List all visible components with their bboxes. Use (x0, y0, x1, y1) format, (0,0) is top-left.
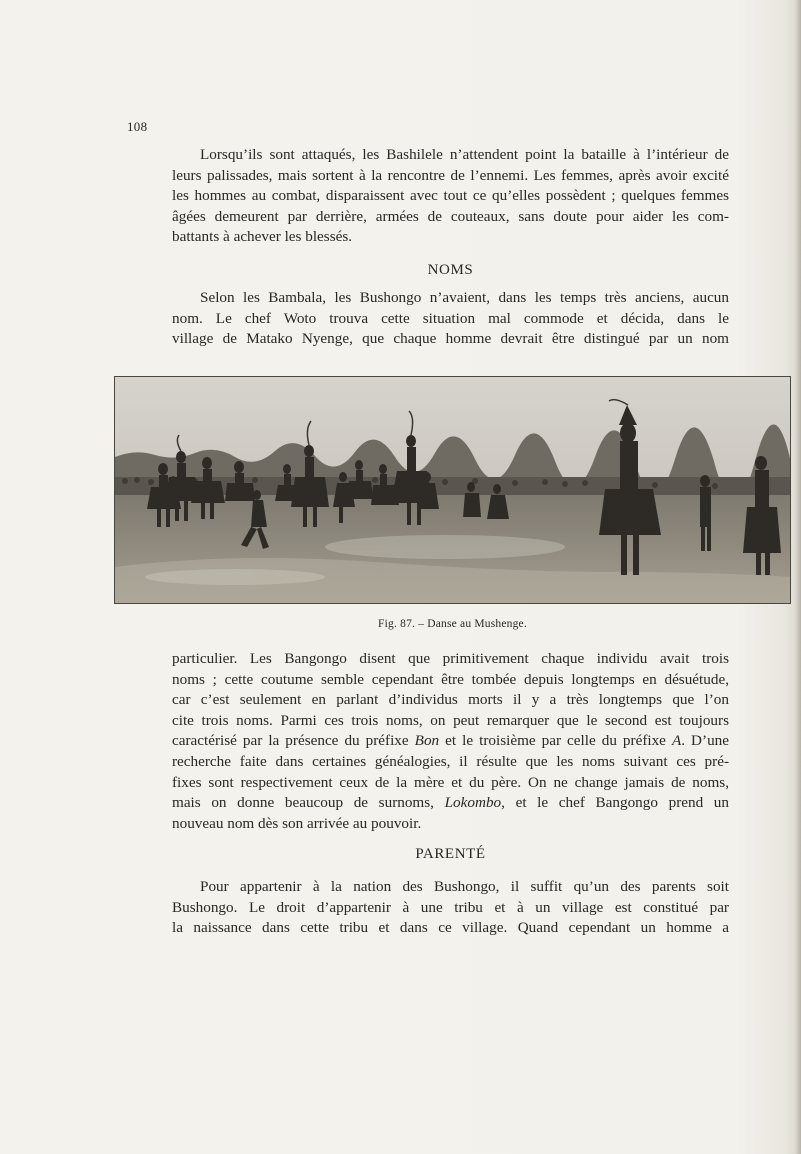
parente-paragraph (172, 877, 729, 939)
text-line: fixes sont respectivement ceux de la mère et du père. On ne change jamais de noms, (172, 773, 729, 791)
text-line: battants à achever les blessés. (172, 228, 353, 246)
italic-prefix-a: A (671, 732, 682, 750)
text-line: les hommes au combat, disparaissent avec tout ce qu’elles possèdent ; quelques femmes (172, 187, 729, 205)
italic-prefix-bon: Bon (414, 732, 440, 750)
continuation-paragraph (172, 649, 729, 834)
photograph-dance-icon (115, 377, 791, 604)
text-line: la naissance dans cette tribu et dans ce village. Quand cependant un homme a (172, 919, 729, 937)
text-line: recherche faite dans certaines généalogies, il résulte que les noms suivant ces pré- (172, 752, 729, 770)
text-line: leurs palissades, mais sortent à la rencontre de l’ennemi. Les femmes, après avoir excité (172, 166, 729, 184)
text-line: Lorsqu’ils sont attaqués, les Bashilele n’attendent point la bataille à l’intérieur de (200, 146, 729, 163)
text-line: âgées demeurent par derrière, armées de couteaux, sans doute pour aider les com- (172, 207, 729, 225)
text-line: Bushongo. Le droit d’appartenir à une tribu et à un village est constitué par (172, 898, 729, 916)
text-line: cite trois noms. Parmi ces trois noms, on peut remarquer que le second est toujours (172, 711, 729, 729)
caption-text: Fig. 87. – Danse au Mushenge. (378, 618, 527, 630)
line-segment: caractérisé par la présence du préfixe (172, 732, 409, 750)
line-segment: mais on donne beaucoup de surnoms, (172, 794, 434, 812)
page-edge-shadow (795, 0, 801, 1154)
line-segment: , et le chef Bangongo prend un (501, 794, 729, 812)
section-heading-noms: NOMS (427, 262, 474, 278)
text-line: nouveau nom dès son arrivée au pouvoir. (172, 814, 422, 832)
page-number: 108 (127, 119, 148, 134)
noms-paragraph (172, 288, 729, 350)
text-line: Selon les Bambala, les Bushongo n’avaient, dans les temps très anciens, aucun (200, 289, 729, 306)
line-segment: . D’une (681, 732, 729, 750)
text-line: car c’est seulement en parlant d’individus morts il y a très longtemps que l’on (172, 691, 729, 709)
text-line: nom. Le chef Woto trouva cette situation mal commode et décida, dans le (172, 309, 729, 327)
text-line: village de Matako Nyenge, que chaque homme devrait être distingué par un nom (172, 330, 729, 348)
dance-photograph (114, 376, 791, 604)
text-line-with-italics (172, 731, 729, 752)
figure-caption (114, 618, 791, 630)
text-line-with-italics (172, 793, 729, 814)
line-segment: et le troisième par celle du préfixe (445, 732, 666, 750)
text-line: noms ; cette coutume semble cependant être tombée depuis longtemps en désuétude, (172, 670, 729, 688)
section-heading-parente: PARENTÉ (415, 846, 486, 862)
italic-word-lokombo: Lokombo (444, 794, 502, 812)
text-line: Pour appartenir à la nation des Bushongo, il suffit qu’un des parents soit (200, 878, 729, 895)
text-line: particulier. Les Bangongo disent que primitivement chaque individu avait trois (172, 650, 729, 667)
intro-paragraph (172, 145, 729, 248)
